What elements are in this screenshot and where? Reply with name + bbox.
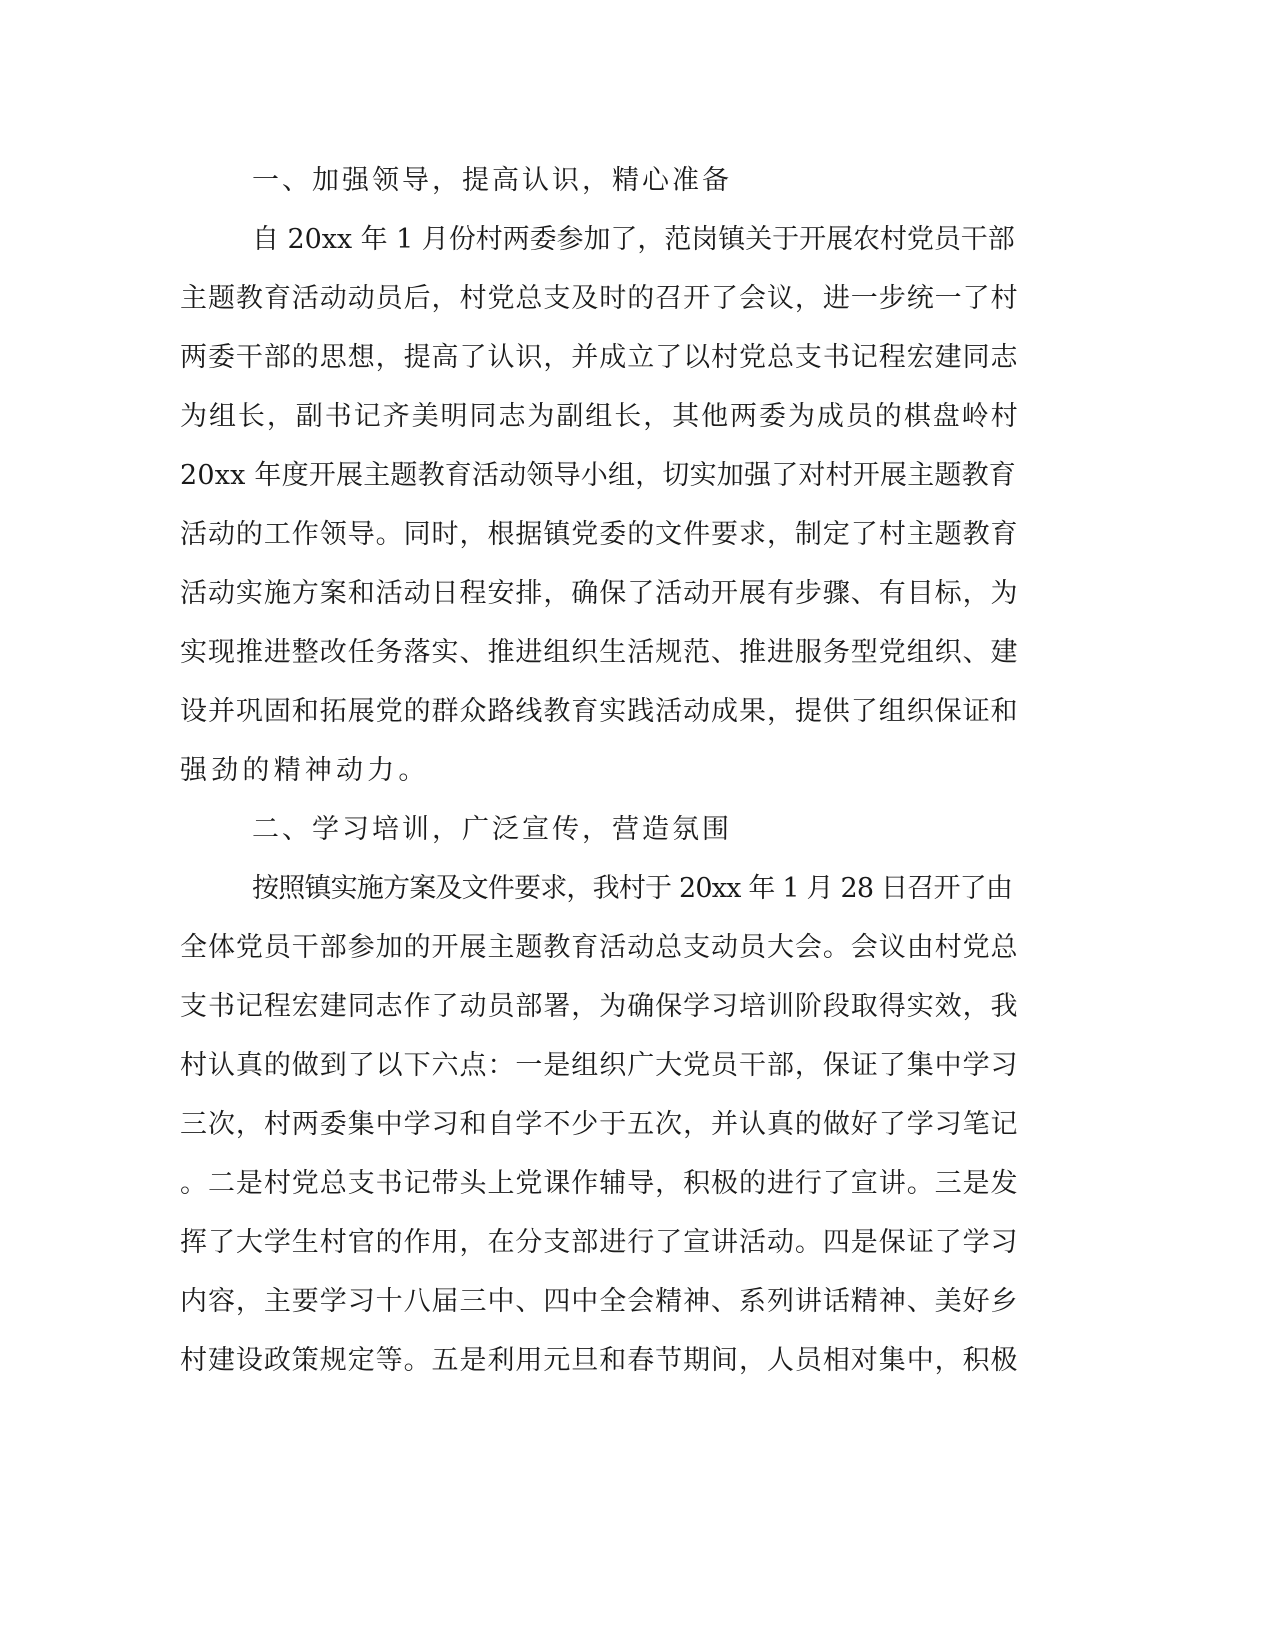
paragraph-line: 三次，村两委集中学习和自学不少于五次，并认真的做好了学习笔记 <box>180 1109 1019 1140</box>
paragraph-line: 。二是村党总支书记带头上党课作辅导，积极的进行了宣讲。三是发 <box>180 1168 1019 1199</box>
paragraph-line: 村建设政策规定等。五是利用元旦和春节期间，人员相对集中，积极 <box>180 1345 1019 1376</box>
paragraph-line: 为组长，副书记齐美明同志为副组长，其他两委为成员的棋盘岭村 <box>180 401 1020 432</box>
paragraph-line: 活动的工作领导。同时，根据镇党委的文件要求，制定了村主题教育 <box>180 519 1019 550</box>
paragraph-line: 实现推进整改任务落实、推进组织生活规范、推进服务型党组织、建 <box>180 637 1019 668</box>
section-heading: 一、加强领导，提高认识，精心准备 <box>252 165 732 196</box>
paragraph-line: 全体党员干部参加的开展主题教育活动总支动员大会。会议由村党总 <box>180 932 1019 963</box>
paragraph-line: 设并巩固和拓展党的群众路线教育实践活动成果，提供了组织保证和 <box>180 696 1019 727</box>
paragraph-line: 按照镇实施方案及文件要求，我村于 20xx 年 1 月 28 日召开了由 <box>252 873 1013 904</box>
paragraph-line: 强劲的精神动力。 <box>180 755 430 786</box>
paragraph-line: 村认真的做到了以下六点：一是组织广大党员干部，保证了集中学习 <box>180 1050 1019 1081</box>
paragraph-line: 主题教育活动动员后，村党总支及时的召开了会议，进一步统一了村 <box>180 283 1019 314</box>
paragraph-line: 活动实施方案和活动日程安排，确保了活动开展有步骤、有目标，为 <box>180 578 1019 609</box>
paragraph-line: 内容，主要学习十八届三中、四中全会精神、系列讲话精神、美好乡 <box>180 1286 1019 1317</box>
paragraph-line: 支书记程宏建同志作了动员部署，为确保学习培训阶段取得实效，我 <box>180 991 1019 1022</box>
paragraph-line: 挥了大学生村官的作用，在分支部进行了宣讲活动。四是保证了学习 <box>180 1227 1019 1258</box>
paragraph-line: 20xx 年度开展主题教育活动领导小组，切实加强了对村开展主题教育 <box>180 460 1016 491</box>
paragraph-line: 自 20xx 年 1 月份村两委参加了，范岗镇关于开展农村党员干部 <box>252 224 1015 255</box>
section-heading: 二、学习培训，广泛宣传，营造氛围 <box>252 814 732 845</box>
paragraph-line: 两委干部的思想，提高了认识，并成立了以村党总支书记程宏建同志 <box>180 342 1019 373</box>
